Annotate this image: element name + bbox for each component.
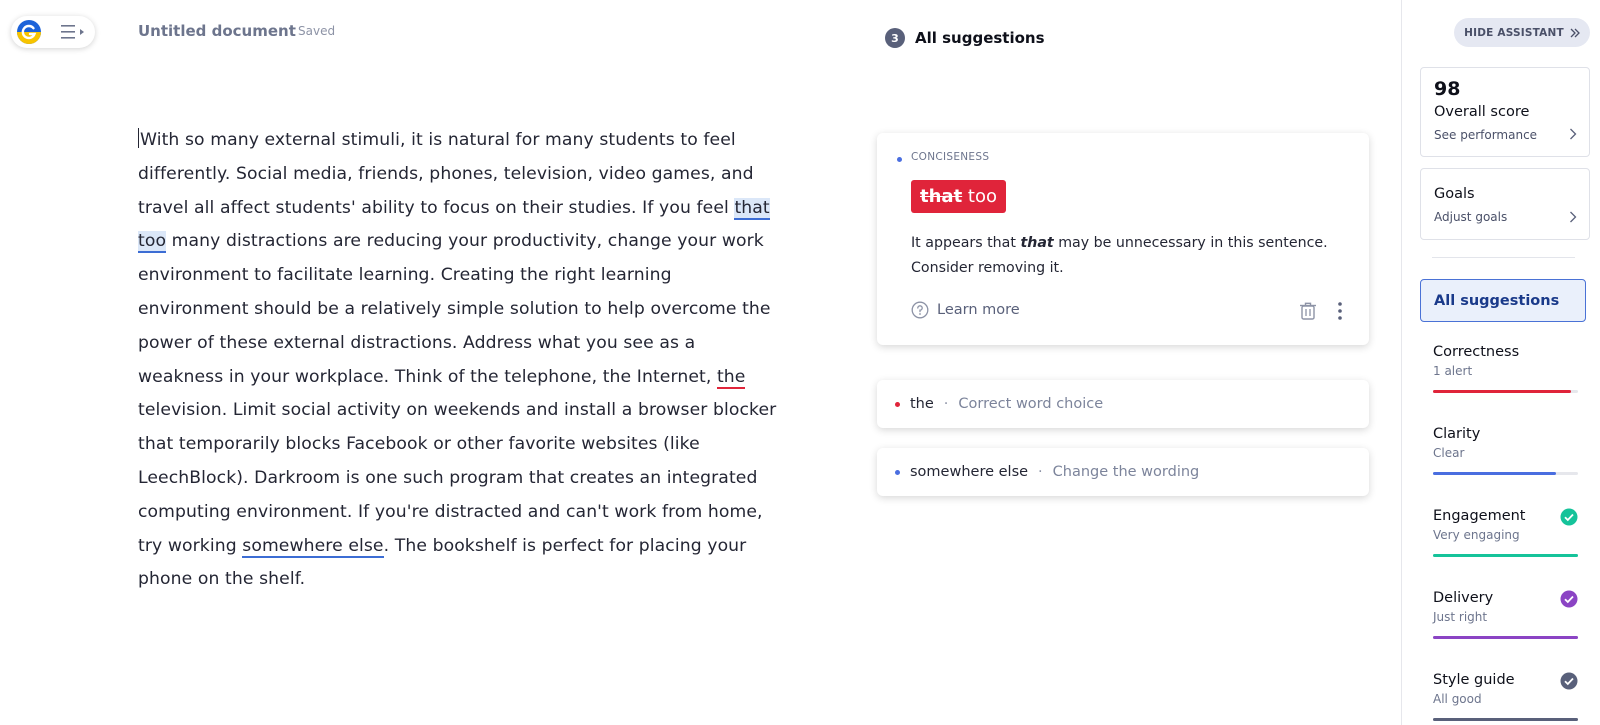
text-caret <box>138 128 139 148</box>
metric-bar-fill <box>1433 718 1578 721</box>
metric-status: Just right <box>1433 610 1488 624</box>
suggestion-count-badge: 3 <box>885 28 905 48</box>
editor-text-segment: many distractions are reducing your productivity, change your work environment to facilitate learning. Creating the right learning environment should be a relatively simple solution to help overcome the power of these external distractions. Address what you see as a weakness in your workplace. Think of the telephone, the Internet, <box>138 231 771 387</box>
metric-bar-fill <box>1433 390 1571 393</box>
document-title[interactable]: Untitled document <box>138 22 296 40</box>
chevron-right-icon <box>1569 128 1577 140</box>
more-options-icon[interactable] <box>1335 300 1345 322</box>
explanation-text: may be unnecessary in this sentence. Consider removing it. <box>911 235 1328 276</box>
metric-style-guide[interactable] <box>1433 672 1578 706</box>
metric-bar <box>1433 390 1578 393</box>
highlight-the[interactable]: the <box>716 366 746 387</box>
highlight-somewhere-else[interactable]: somewhere else <box>242 535 384 556</box>
check-circle-icon <box>1560 508 1578 526</box>
suggestion-explanation <box>911 231 1351 281</box>
assistant-sidebar <box>1401 0 1600 725</box>
metric-status: 1 alert <box>1433 364 1473 378</box>
editor-text-segment: television. Limit social activity on weekends and install a browser blocker that temporarily blocks Facebook or other favorite websites (like LeechBlock). Darkroom is one such program that creates an integrated computing environment. If you're distracted and can't work from home, try working <box>138 400 777 556</box>
metric-label: Engagement <box>1433 508 1526 524</box>
check-circle-icon <box>1560 590 1578 608</box>
separator: · <box>1038 464 1043 480</box>
double-chevron-right-icon <box>1570 28 1580 38</box>
metric-bar <box>1433 636 1578 639</box>
explanation-emphasis: that <box>1020 235 1054 251</box>
alert-dot <box>895 470 900 475</box>
check-circle-icon <box>1560 672 1578 690</box>
grammarly-logo-icon <box>17 20 41 44</box>
removed-word: that <box>920 186 963 207</box>
all-suggestions-tab[interactable]: All suggestions <box>1420 279 1586 322</box>
suggestion-description: Change the wording <box>1052 464 1200 480</box>
goals-label: Goals <box>1434 186 1475 202</box>
menu-icon[interactable] <box>59 24 87 40</box>
metric-engagement[interactable] <box>1433 508 1578 542</box>
adjust-goals-link[interactable]: Adjust goals <box>1434 210 1508 224</box>
hide-assistant-button[interactable] <box>1454 18 1590 47</box>
category-dot <box>897 157 902 162</box>
metric-bar-fill <box>1433 472 1556 475</box>
suggestion-word: the <box>910 396 934 412</box>
metric-bar <box>1433 472 1578 475</box>
explanation-text: It appears that <box>911 235 1021 251</box>
overall-score-card[interactable] <box>1420 67 1590 157</box>
app-menu-pill[interactable] <box>11 16 95 48</box>
highlight-that-too[interactable]: that too <box>138 197 770 252</box>
category-label: CONCISENESS <box>911 151 990 163</box>
metric-delivery[interactable] <box>1433 590 1578 624</box>
metric-bar-fill <box>1433 636 1578 639</box>
suggestions-header <box>885 28 1045 48</box>
kept-word: too <box>967 186 997 207</box>
overall-score-label: Overall score <box>1434 104 1530 120</box>
sidebar-divider <box>1432 257 1575 258</box>
chevron-right-icon <box>1569 211 1577 223</box>
metric-status: All good <box>1433 692 1482 706</box>
metric-label: Style guide <box>1433 672 1515 688</box>
suggestion-card-the[interactable] <box>877 380 1369 428</box>
metric-bar <box>1433 554 1578 557</box>
see-performance-link[interactable]: See performance <box>1434 128 1538 142</box>
suggestion-description: Correct word choice <box>958 396 1104 412</box>
metric-label: Clarity <box>1433 426 1481 442</box>
editor-text-segment: With so many external stimuli, it is natural for many students to feel differently. Social media, friends, phones, television, video games, and travel all affect students' ability to focus on their studies. If you feel <box>138 130 754 218</box>
metric-status: Clear <box>1433 446 1465 460</box>
help-circle-icon <box>911 301 929 319</box>
hide-assistant-label: HIDE ASSISTANT <box>1464 26 1564 39</box>
metric-bar-fill <box>1433 554 1578 557</box>
suggestion-word: somewhere else <box>910 464 1029 480</box>
learn-more-label: Learn more <box>937 302 1020 318</box>
suggestion-card-conciseness[interactable] <box>877 133 1369 345</box>
separator: · <box>943 396 949 412</box>
suggestion-card-somewhere-else[interactable] <box>877 448 1369 496</box>
suggestions-title: All suggestions <box>915 29 1045 47</box>
metric-label: Delivery <box>1433 590 1494 606</box>
alert-dot <box>895 402 900 407</box>
learn-more-link[interactable] <box>911 301 1020 319</box>
accept-suggestion-button[interactable] <box>911 180 1006 213</box>
metric-correctness[interactable] <box>1433 344 1578 378</box>
trash-icon[interactable] <box>1297 300 1319 322</box>
overall-score-value: 98 <box>1434 78 1461 100</box>
metric-label: Correctness <box>1433 344 1520 360</box>
document-editor[interactable] <box>138 124 778 597</box>
metric-clarity[interactable] <box>1433 426 1578 460</box>
editor-text-segment: . The bookshelf is perfect for placing your phone on the shelf. <box>138 535 747 590</box>
metric-status: Very engaging <box>1433 528 1520 542</box>
goals-card[interactable] <box>1420 168 1590 240</box>
save-status: Saved <box>298 24 336 38</box>
metric-bar <box>1433 718 1578 721</box>
